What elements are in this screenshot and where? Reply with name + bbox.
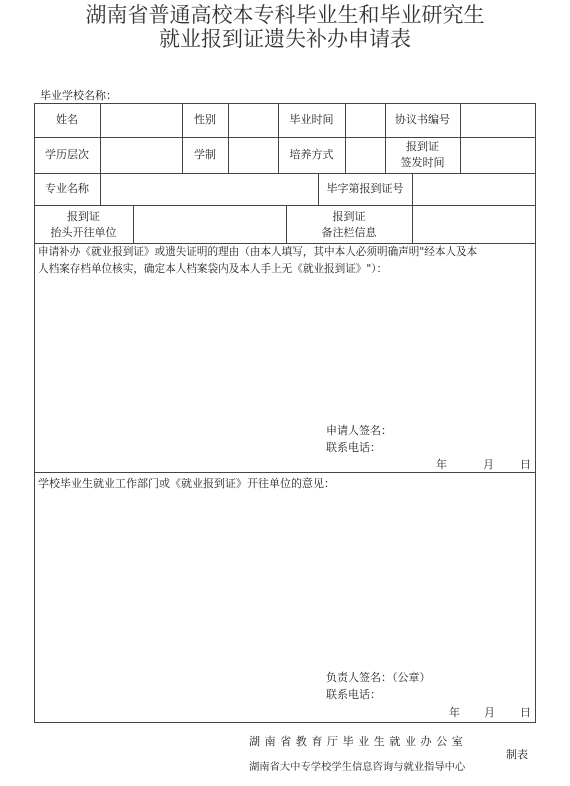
name-label: 姓名: [56, 113, 78, 126]
agreement-no-label: 协议书编号: [395, 113, 450, 126]
issue-unit-label: [34, 205, 133, 244]
opinion-year-label: 年: [449, 706, 460, 719]
training-mode-field[interactable]: [345, 137, 385, 173]
reason-month-label: 月: [483, 458, 494, 471]
form-title-line1: 湖南省普通高校本专科毕业生和毕业研究生: [85, 3, 485, 27]
remark-line2: 备注栏信息: [321, 225, 377, 239]
reason-text-line2: 人档案存档单位核实，确定本人档案袋内及本人手上无《就业报到证》"）：: [38, 263, 388, 275]
footer-made: 制表: [506, 748, 528, 761]
education-field[interactable]: [100, 137, 182, 173]
major-field[interactable]: [100, 173, 318, 205]
report-no-label: 毕字第报到证号: [326, 182, 404, 195]
report-issue-time-field[interactable]: [460, 137, 536, 173]
applicant-phone-label: 联系电话：: [326, 441, 381, 454]
applicant-sign-label: 申请人签名：: [326, 424, 392, 437]
remark-line1: 报到证: [332, 209, 366, 223]
grad-time-field[interactable]: [345, 103, 385, 137]
major-label: 专业名称: [45, 182, 89, 195]
footer-org2: 湖南省大中专学校学生信息咨询与就业指导中心: [249, 761, 466, 773]
remark-field[interactable]: [412, 205, 536, 244]
opinion-text: 学校毕业生就业工作部门或《就业报到证》开往单位的意见：: [38, 477, 335, 490]
opinion-day-label: 日: [520, 706, 531, 719]
opinion-month-label: 月: [484, 706, 495, 719]
duration-label: 学制: [194, 148, 216, 161]
issue-unit-line1: 报到证: [67, 209, 100, 223]
reason-day-label: 日: [520, 458, 531, 471]
report-issue-time-label: [385, 137, 460, 173]
report-issue-line1: 报到证: [406, 140, 439, 153]
report-issue-line2: 签发时间: [400, 156, 445, 169]
responsible-phone-label: 联系电话：: [326, 688, 381, 701]
reason-year-label: 年: [436, 458, 447, 471]
issue-unit-field[interactable]: [133, 205, 286, 244]
agreement-no-field[interactable]: [460, 103, 536, 137]
footer-org1: 湖南省教育厅毕业生就业办公室: [249, 735, 468, 748]
gender-label: 性别: [194, 113, 216, 126]
gender-field[interactable]: [228, 103, 278, 137]
responsible-sign-label: 负责人签名：（公章）: [326, 671, 431, 684]
opinion-section[interactable]: [34, 472, 536, 723]
report-no-field[interactable]: [412, 173, 536, 205]
form-title-line2: 就业报到证遗失补办申请表: [159, 27, 411, 51]
training-mode-label: 培养方式: [289, 148, 334, 161]
grad-time-label: 毕业时间: [289, 113, 334, 126]
education-label: 学历层次: [45, 148, 89, 161]
issue-unit-line2: 抬头开往单位: [50, 225, 117, 239]
name-field[interactable]: [100, 103, 182, 137]
remark-label: [286, 205, 412, 244]
reason-text-line1: 申请补办《就业报到证》或遗失证明的理由（由本人填写，其中本人必须明确声明"经本人及本: [38, 246, 478, 258]
school-name-label: 毕业学校名称：: [40, 89, 117, 102]
duration-field[interactable]: [228, 137, 278, 173]
